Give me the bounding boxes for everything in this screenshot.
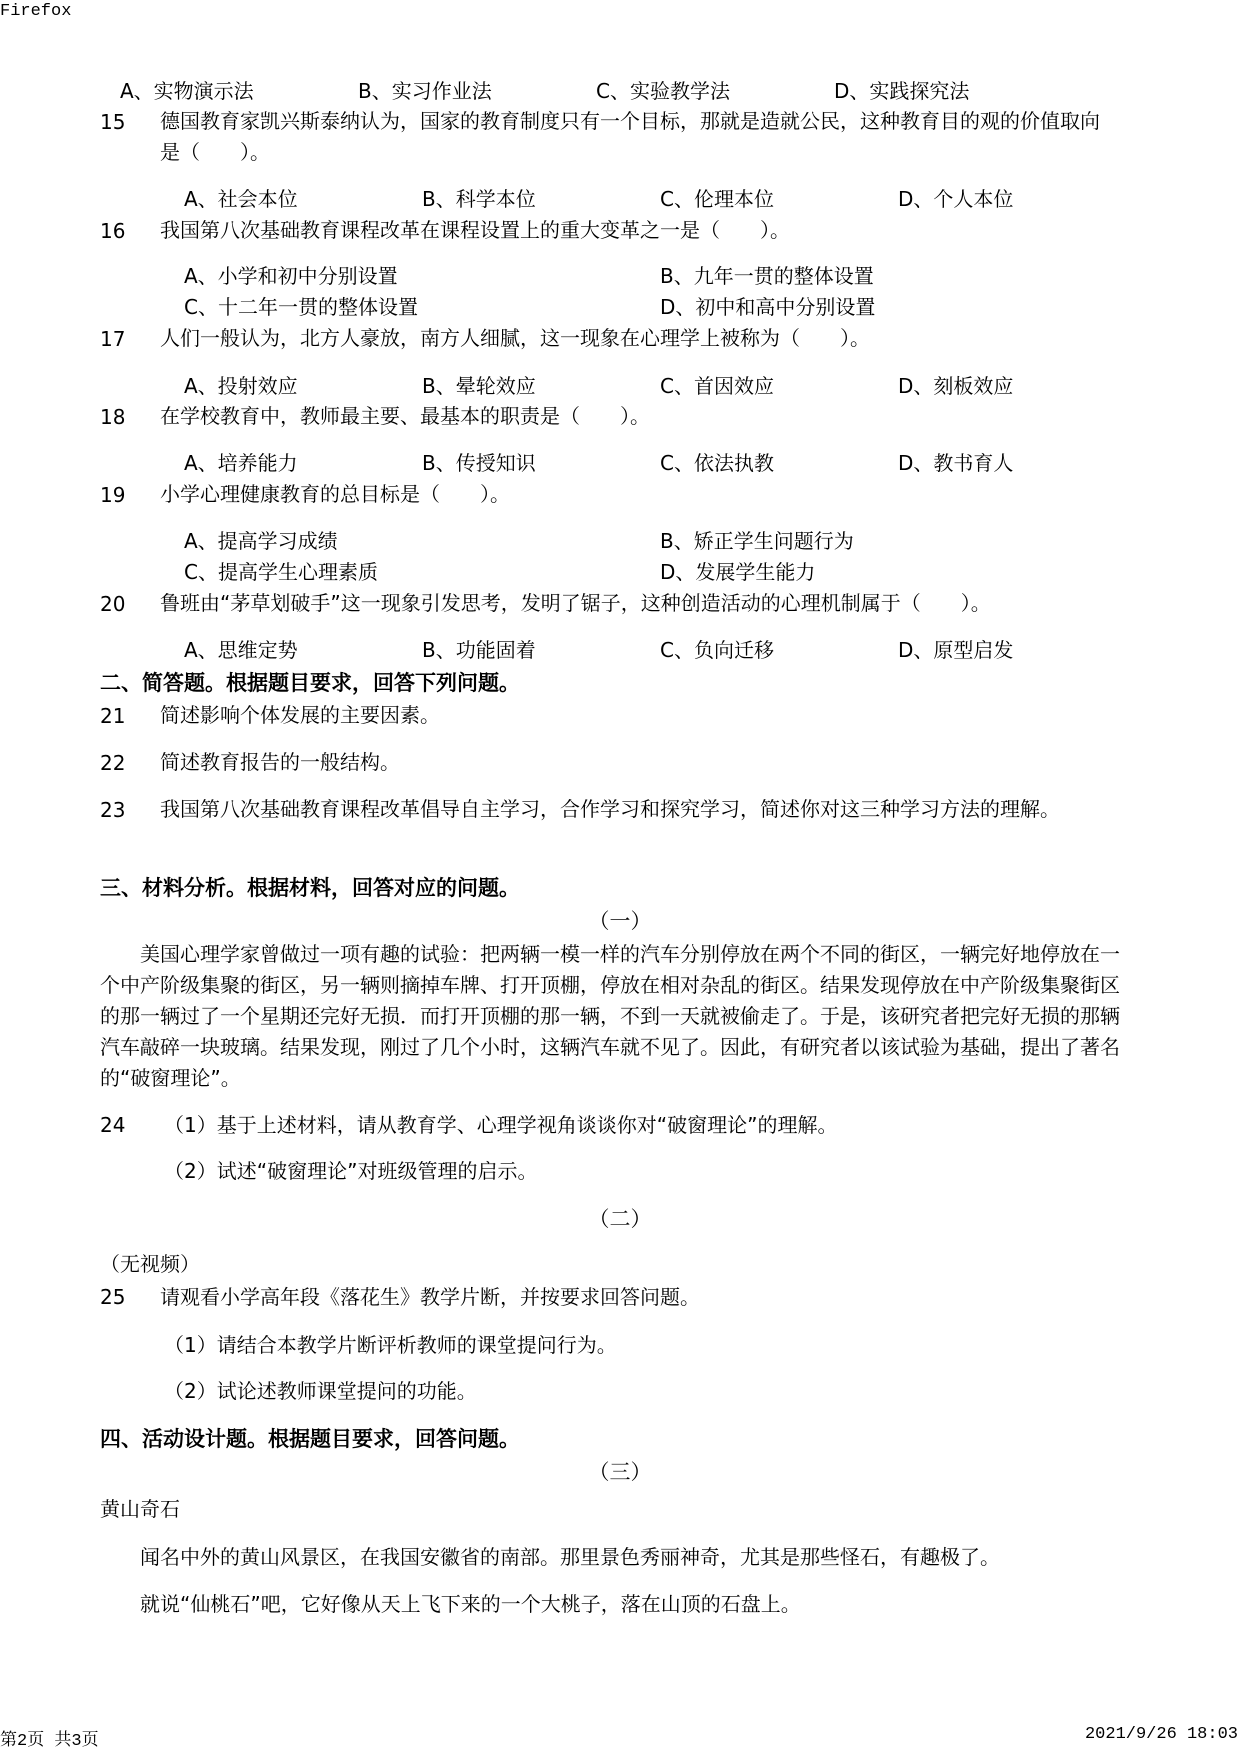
material-paragraph: 美国心理学家曾做过一项有趣的试验：把两辆一模一样的汽车分别停放在两个不同的街区，一辆完好地停放在一个中产阶级集聚的街区，另一辆则摘掉车牌、打开顶棚，停放在相对杂乱的街区。结果发现停放在中产阶级集聚街区的那一辆过了一个星期还完好无损．而打开顶棚的那一辆，不到一天就被偷走了。于是，该研究者把完好无损的那辆汽车敲碎一块玻璃。结果发现，刚过了几个小时，这辆汽车就不见了。因此，有研究者以该试验为基础，提出了著名的“破窗理论”。	[100, 942, 1120, 1090]
option-d: D、初中和高中分别设置	[660, 295, 876, 319]
option-a: A、实物演示法	[120, 79, 254, 103]
option-b: B、九年一贯的整体设置	[660, 264, 874, 288]
option-a: A、小学和初中分别设置	[184, 264, 398, 288]
print-datetime: 2021/9/26 18:03	[1084, 1725, 1238, 1744]
question-text: 请观看小学高年段《落花生》教学片断，并按要求回答问题。	[160, 1285, 700, 1309]
option-c: C、依法执教	[660, 451, 774, 475]
passage-title: 黄山奇石	[100, 1497, 180, 1521]
question-number: 18	[100, 405, 126, 429]
section-title: 二、简答题。根据题目要求，回答下列问题。	[100, 671, 520, 695]
option-b: B、功能固着	[422, 638, 536, 662]
question-number: 24	[100, 1113, 126, 1137]
part-label: （二）	[588, 1207, 652, 1231]
part-label: （三）	[588, 1460, 652, 1484]
option-c: C、十二年一贯的整体设置	[184, 295, 418, 319]
option-c: C、首因效应	[660, 374, 774, 398]
sub-question-2: （2）试论述教师课堂提问的功能。	[164, 1379, 477, 1403]
question-number: 22	[100, 751, 126, 775]
sub-question-1: （1）请结合本教学片断评析教师的课堂提问行为。	[164, 1333, 617, 1357]
option-a: A、培养能力	[184, 451, 298, 475]
option-d: D、刻板效应	[898, 374, 1014, 398]
section-title: 三、材料分析。根据材料，回答对应的问题。	[100, 876, 520, 900]
question-number: 15	[100, 110, 126, 134]
option-c: C、提高学生心理素质	[184, 560, 378, 584]
question-text: 简述教育报告的一般结构。	[160, 750, 400, 774]
option-b: B、科学本位	[422, 187, 536, 211]
section-title: 四、活动设计题。根据题目要求，回答问题。	[100, 1427, 520, 1451]
question-text: 小学心理健康教育的总目标是（ ）。	[160, 482, 510, 506]
question-number: 25	[100, 1285, 126, 1309]
option-b: B、晕轮效应	[422, 374, 536, 398]
question-text: 人们一般认为，北方人豪放，南方人细腻，这一现象在心理学上被称为（ ）。	[160, 326, 870, 350]
option-a: A、提高学习成绩	[184, 529, 338, 553]
option-b: B、实习作业法	[358, 79, 492, 103]
option-b: B、传授知识	[422, 451, 536, 475]
question-text: 鲁班由“茅草划破手”这一现象引发思考，发明了锯子，这种创造活动的心理机制属于（ ）。	[160, 591, 991, 615]
question-text: 我国第八次基础教育课程改革倡导自主学习，合作学习和探究学习，简述你对这三种学习方法的理解。	[160, 797, 1060, 821]
option-b: B、矫正学生问题行为	[660, 529, 854, 553]
option-d: D、发展学生能力	[660, 560, 816, 584]
question-number: 16	[100, 219, 126, 243]
option-c: C、伦理本位	[660, 187, 774, 211]
sub-question-2: （2）试述“破窗理论”对班级管理的启示。	[164, 1159, 538, 1183]
option-d: D、实践探究法	[834, 79, 970, 103]
part-label: （一）	[588, 909, 652, 933]
option-a: A、投射效应	[184, 374, 298, 398]
no-video-note: （无视频）	[100, 1252, 200, 1276]
passage-paragraph-2: 就说“仙桃石”吧，它好像从天上飞下来的一个大桃子，落在山顶的石盘上。	[140, 1592, 801, 1616]
option-d: D、原型启发	[898, 638, 1014, 662]
option-d: D、个人本位	[898, 187, 1014, 211]
page-info: 第2页 共3页	[0, 1732, 99, 1751]
option-c: C、负向迁移	[660, 638, 774, 662]
question-number: 19	[100, 483, 126, 507]
question-number: 17	[100, 327, 126, 351]
passage-paragraph-1: 闻名中外的黄山风景区，在我国安徽省的南部。那里景色秀丽神奇，尤其是那些怪石，有趣极了。	[140, 1545, 1000, 1569]
question-text: 我国第八次基础教育课程改革在课程设置上的重大变革之一是（ ）。	[160, 218, 790, 242]
option-c: C、实验教学法	[596, 79, 730, 103]
question-number: 20	[100, 592, 126, 616]
browser-title: Firefox	[0, 2, 72, 21]
question-number: 21	[100, 704, 126, 728]
option-d: D、教书育人	[898, 451, 1014, 475]
option-a: A、社会本位	[184, 187, 298, 211]
sub-question-1: （1）基于上述材料，请从教育学、心理学视角谈谈你对“破窗理论”的理解。	[164, 1113, 838, 1137]
question-text: 简述影响个体发展的主要因素。	[160, 703, 440, 727]
question-number: 23	[100, 798, 126, 822]
option-a: A、思维定势	[184, 638, 298, 662]
question-text: 德国教育家凯兴斯泰纳认为，国家的教育制度只有一个目标，那就是造就公民，这种教育目的观的价值取向是（ ）。	[160, 109, 1100, 164]
question-text: 在学校教育中，教师最主要、最基本的职责是（ ）。	[160, 404, 650, 428]
